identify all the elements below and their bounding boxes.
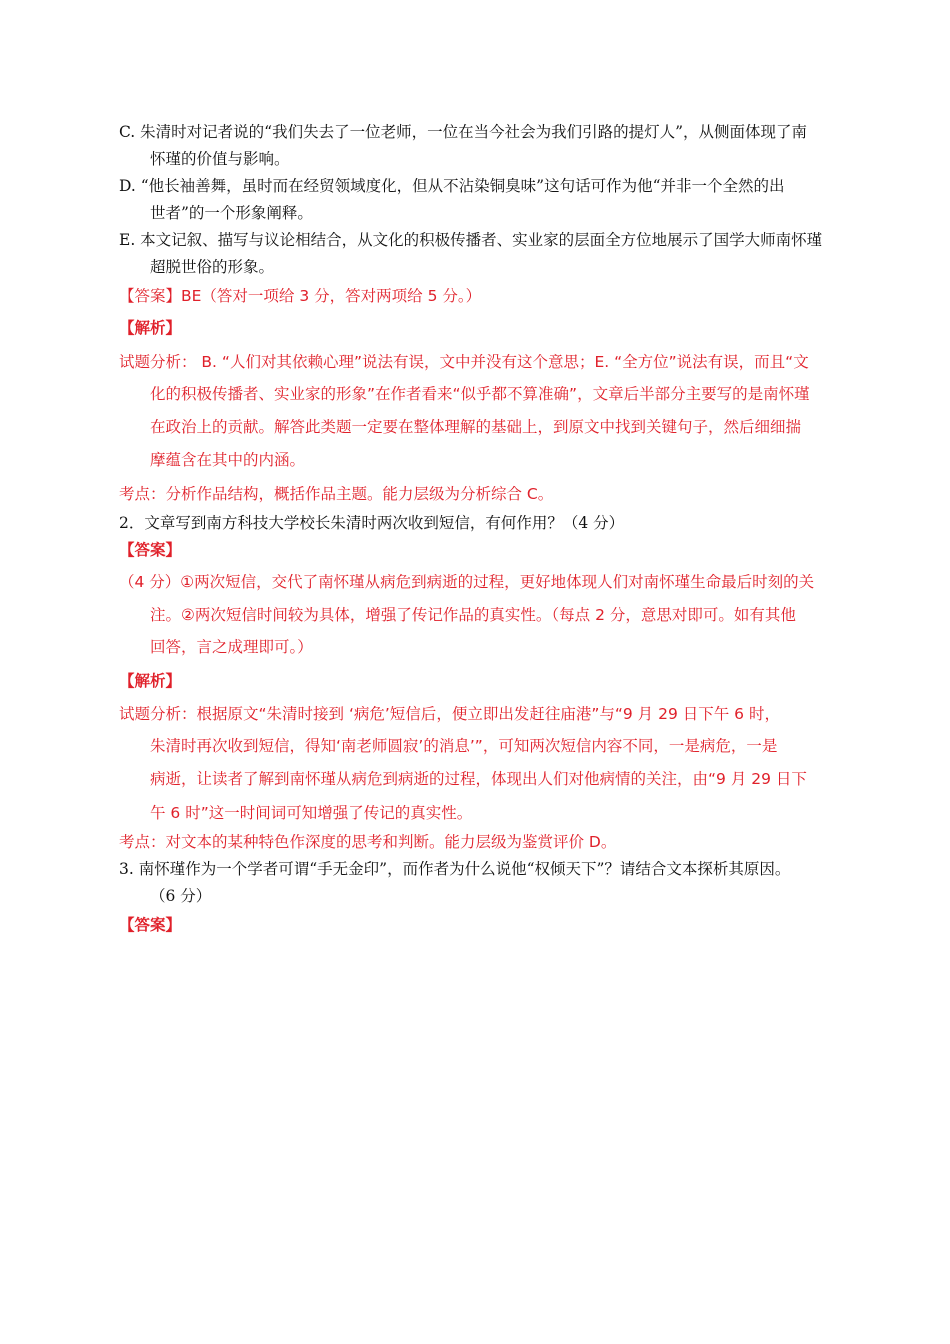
option-e-line2: 超脱世俗的形象。 [150, 258, 275, 276]
analysis-2-line4: 午 6 时”这一时间词可知增强了传记的真实性。 [150, 804, 473, 822]
option-e-line1: E. 本文记叙、描写与议论相结合，从文化的积极传播者、实业家的层面全方位地展示了国学大师南怀瑾 [119, 231, 823, 249]
answer-2-line2: 注。②两次短信时间较为具体，增强了传记作品的真实性。（每点 2 分，意思对即可。如有其他 [150, 606, 796, 624]
analysis-1-line3: 在政治上的贡献。解答此类题一定要在整体理解的基础上，到原文中找到关键句子，然后细细揣 [150, 418, 802, 436]
analysis-1-line1: 试题分析： B. “人们对其依赖心理”说法有误，文中并没有这个意思；E. “全方位”说法有误，而且“文 [119, 353, 809, 371]
option-d-line2: 世者”的一个形象阐释。 [150, 204, 313, 222]
analysis-2-heading: 【解析】 [119, 672, 182, 690]
analysis-2-line1: 试题分析：根据原文“朱清时接到 ‘病危’短信后，便立即出发赶往庙港”与“9 月 29 日下午 6 时， [119, 705, 780, 723]
option-c-line1: C. 朱清时对记者说的“我们失去了一位老师，一位在当今社会为我们引路的提灯人”，从侧面体现了南 [119, 123, 808, 141]
analysis-1-line4: 摩蕴含在其中的内涵。 [150, 451, 306, 469]
question-3-line2: （6 分） [150, 887, 212, 905]
answer-2-heading: 【答案】 [119, 541, 182, 559]
question-3-line1: 3. 南怀瑾作为一个学者可谓“手无金印”，而作者为什么说他“权倾天下”？请结合文本探析其原因。 [119, 860, 791, 878]
analysis-1-line2: 化的积极传播者、实业家的形象”在作者看来“似乎都不算准确”，文章后半部分主要写的是南怀瑾 [150, 385, 810, 403]
analysis-1-heading: 【解析】 [119, 319, 182, 337]
answer-3-heading: 【答案】 [119, 916, 182, 934]
analysis-2-line2: 朱清时再次收到短信，得知‘南老师圆寂’的消息’”，可知两次短信内容不同，一是病危，一是 [150, 737, 778, 755]
question-2: 2．文章写到南方科技大学校长朱清时两次收到短信，有何作用？（4 分） [119, 514, 625, 532]
option-c-line2: 怀瑾的价值与影响。 [150, 150, 290, 168]
option-d-line1: D. “他长袖善舞，虽时而在经贸领域度化，但从不沾染铜臭味”这句话可作为他“并非一个全然的出 [119, 177, 785, 195]
analysis-2-line3: 病逝，让读者了解到南怀瑾从病危到病逝的过程，体现出人们对他病情的关注，由“9 月 29 日下 [150, 770, 807, 788]
kaodian-2: 考点：对文本的某种特色作深度的思考和判断。能力层级为鉴赏评价 D。 [119, 833, 617, 851]
answer-2-line3: 回答，言之成理即可。） [150, 638, 313, 656]
kaodian-1: 考点：分析作品结构，概括作品主题。能力层级为分析综合 C。 [119, 485, 554, 503]
answer-1: 【答案】BE（答对一项给 3 分，答对两项给 5 分。） [119, 287, 482, 305]
answer-2-line1: （4 分）①两次短信，交代了南怀瑾从病危到病逝的过程，更好地体现人们对南怀瑾生命最后时刻的关 [119, 573, 815, 591]
